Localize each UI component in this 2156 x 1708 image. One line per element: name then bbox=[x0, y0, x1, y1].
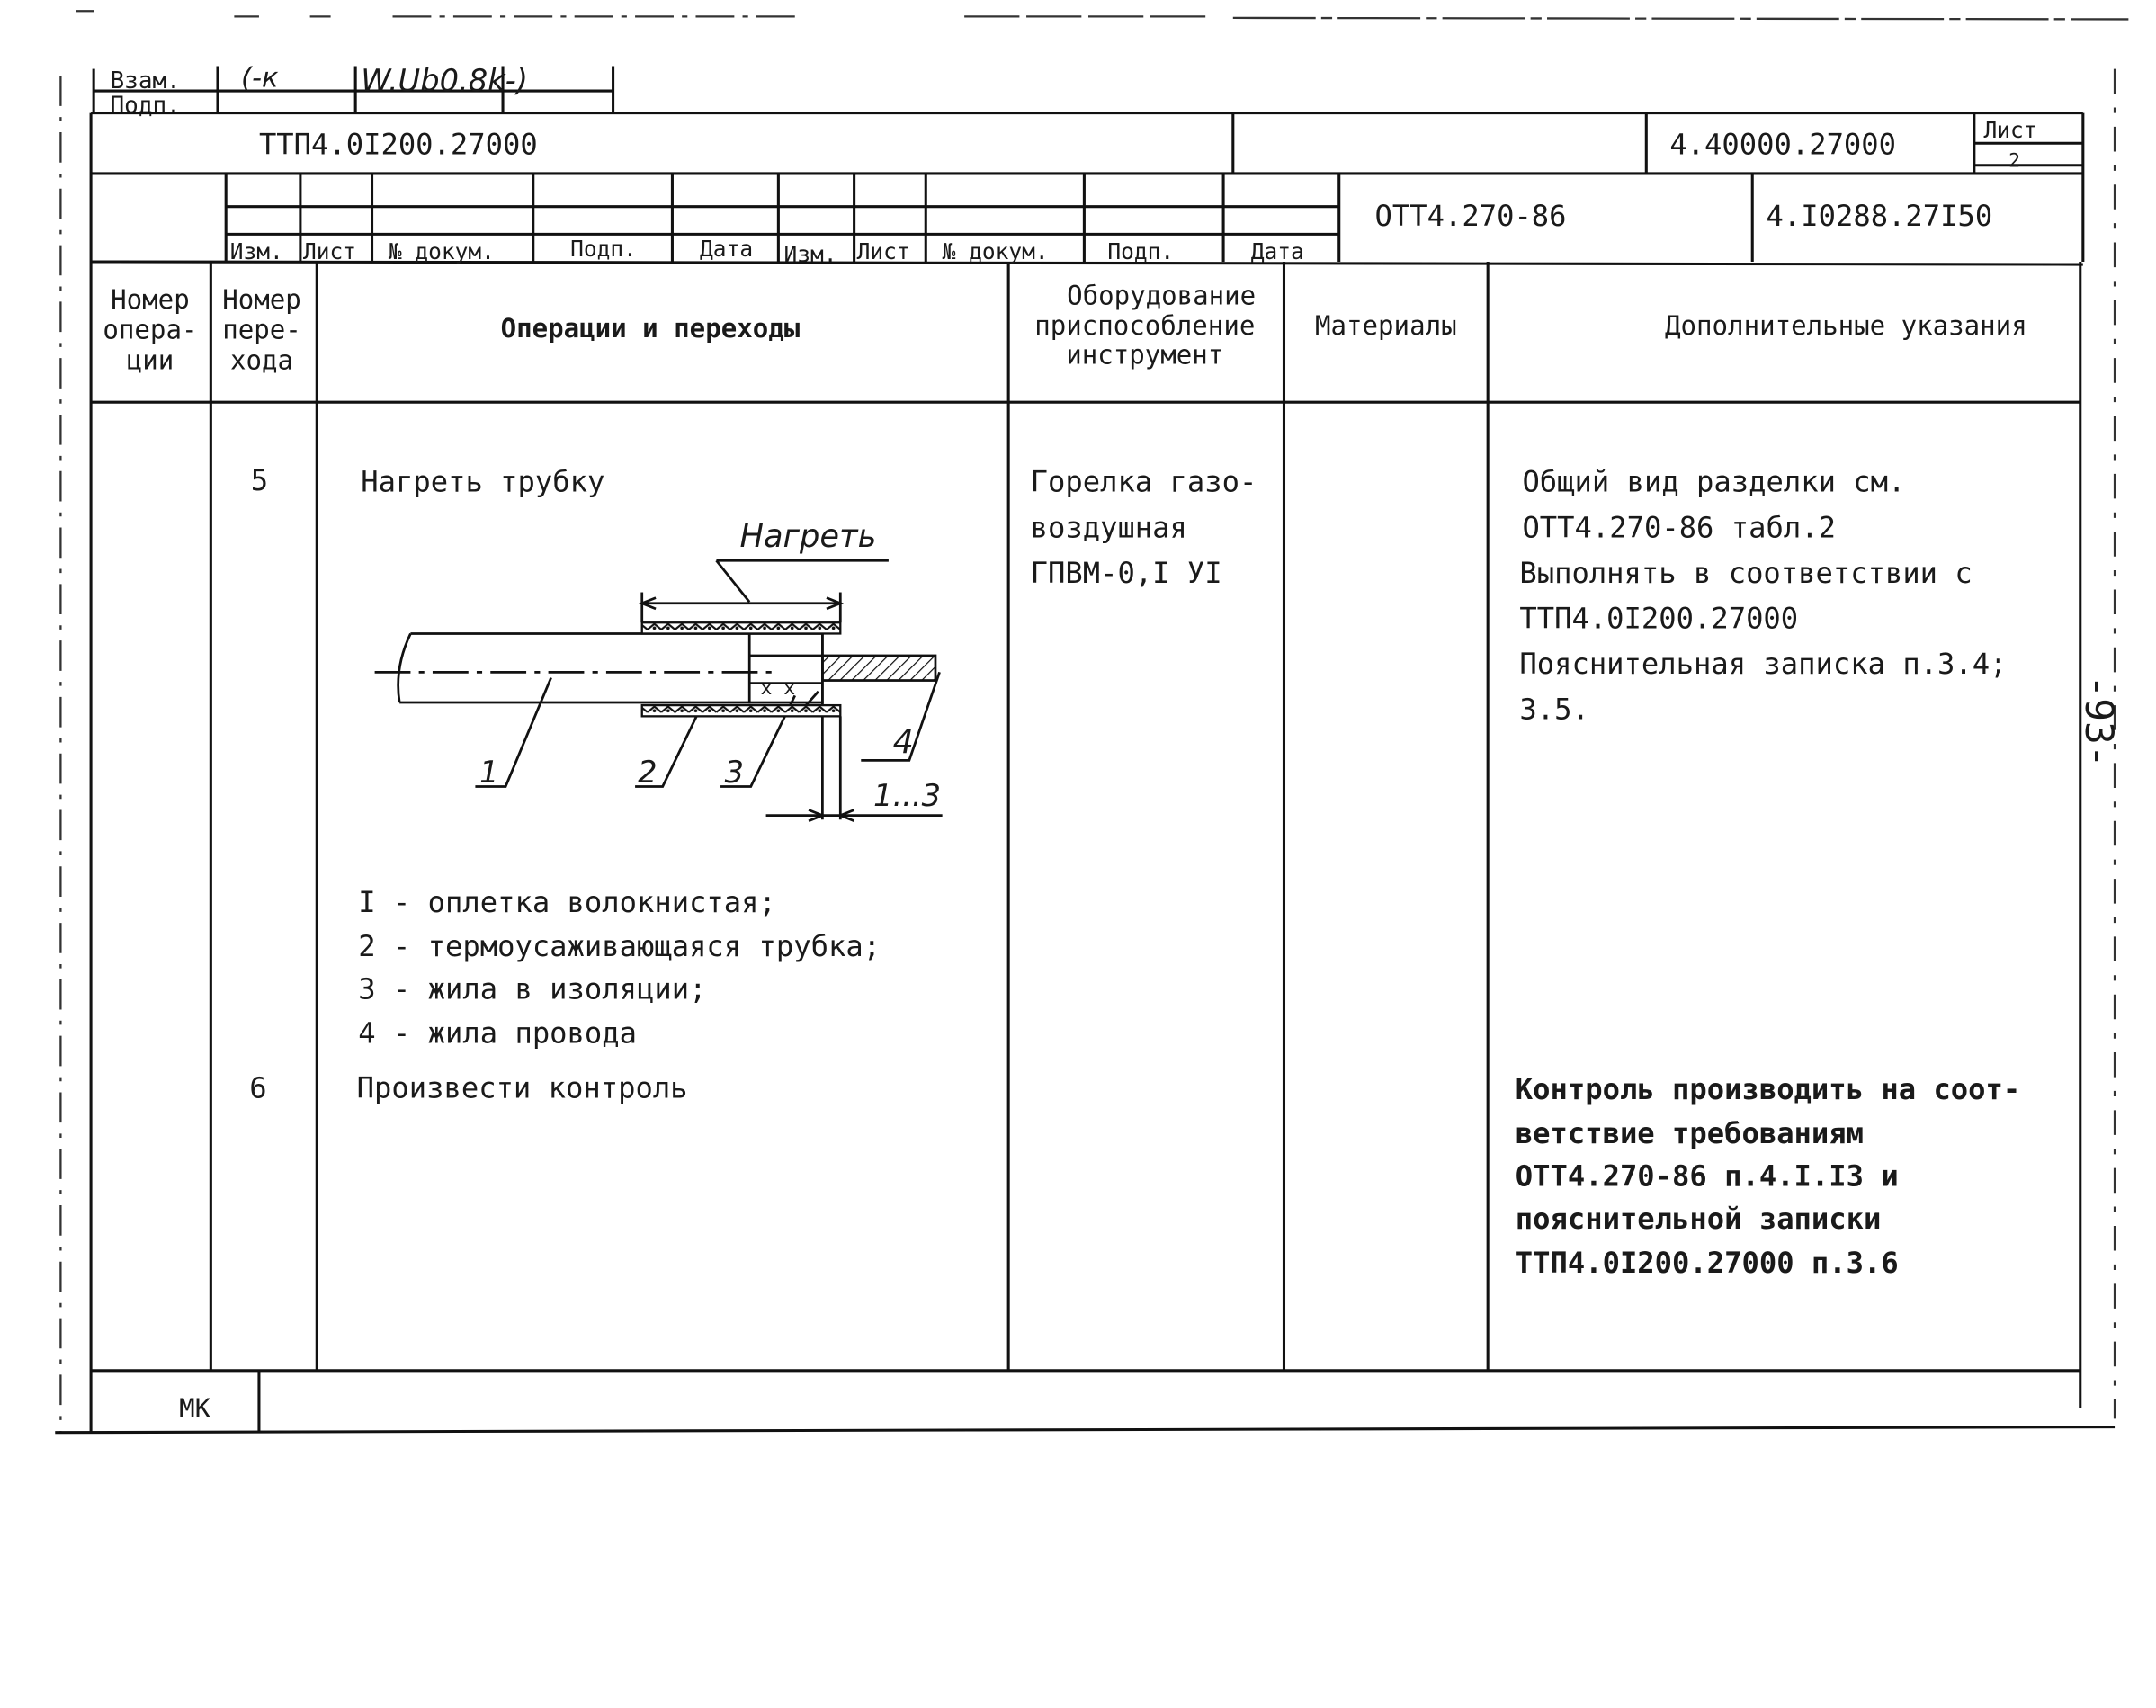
header-op-number-1: Номер bbox=[111, 284, 190, 316]
legend-item-3: 3 - жила в изоляции; bbox=[358, 971, 707, 1006]
header-op-number-3: ции bbox=[126, 344, 174, 376]
step-number: 6 bbox=[249, 1070, 267, 1105]
callout-1: 1 bbox=[479, 754, 499, 790]
ref-ott: ОТТ4.270-86 bbox=[1374, 199, 1567, 234]
callout-3: 3 bbox=[724, 754, 745, 790]
legend-item-1: I - оплетка волокнистая; bbox=[358, 884, 776, 919]
cable-cutting-drawing bbox=[375, 518, 943, 821]
header-equipment-3: инструмент bbox=[1066, 339, 1224, 371]
page-number: -93- bbox=[2075, 675, 2121, 768]
header-notes: Дополнительные указания bbox=[1665, 310, 2027, 342]
heat-label: Нагреть bbox=[739, 517, 877, 555]
rev-list-2: Лист bbox=[856, 237, 910, 264]
header-materials: Материалы bbox=[1315, 310, 1457, 342]
insulation-mark: x x bbox=[760, 676, 796, 700]
table-row bbox=[249, 1071, 2020, 1280]
vzam-label: Взам. bbox=[110, 67, 181, 95]
header-step-number-2: пере- bbox=[222, 314, 301, 345]
doc-code-main: ТТП4.0I200.27000 bbox=[258, 127, 538, 162]
rev-podp-1: Подп. bbox=[570, 235, 637, 262]
sheet-number: 2 bbox=[2008, 149, 2021, 173]
callout-4: 4 bbox=[892, 722, 914, 762]
note-line-3: ОТТ4.270-86 п.4.I.I3 и bbox=[1515, 1158, 1899, 1194]
heat-shrink-tube-bottom bbox=[642, 705, 841, 716]
equipment-line-3: ГПВМ-0,I УI bbox=[1030, 555, 1222, 590]
note-line-5: ТТП4.0I200.27000 п.3.6 bbox=[1515, 1246, 1899, 1281]
operation-text: Произвести контроль bbox=[356, 1070, 688, 1105]
note-line-2: ОТТ4.270-86 табл.2 bbox=[1522, 510, 1836, 545]
rev-izm-1: Изм. bbox=[229, 237, 283, 264]
table-row bbox=[251, 463, 2008, 726]
handwritten-mark-2: W.Ub0.8k-) bbox=[361, 63, 529, 99]
note-line-5: Пояснительная записка п.3.4; bbox=[1519, 646, 2008, 681]
note-line-2: ветствие требованиям bbox=[1515, 1116, 1865, 1151]
handwritten-mark-1: (-к bbox=[241, 62, 279, 94]
drawing-legend bbox=[358, 885, 881, 1050]
header-operations: Операции и переходы bbox=[500, 313, 801, 344]
note-line-4: пояснительной записки bbox=[1515, 1202, 1882, 1237]
ref-code: 4.I0288.27I50 bbox=[1766, 199, 1993, 234]
rev-dokum-1: № докум. bbox=[388, 237, 495, 264]
header-step-number-1: Номер bbox=[222, 284, 301, 316]
form-label: МК bbox=[179, 1392, 211, 1424]
doc-code-right: 4.40000.27000 bbox=[1669, 127, 1897, 162]
note-line-6: 3.5. bbox=[1519, 692, 1589, 727]
operation-text: Нагреть трубку bbox=[361, 464, 605, 499]
rev-podp-2: Подп. bbox=[1107, 237, 1175, 264]
rev-dokum-2: № докум. bbox=[942, 237, 1049, 264]
note-line-1: Общий вид разделки см. bbox=[1522, 464, 1906, 499]
rev-list-1: Лист bbox=[302, 237, 356, 264]
rev-data-2: Дата bbox=[1250, 237, 1304, 264]
header-equipment-2: приспособление bbox=[1034, 310, 1256, 342]
note-line-4: ТТП4.0I200.27000 bbox=[1519, 601, 1799, 636]
note-line-3: Выполнять в соответствии с bbox=[1519, 555, 1973, 590]
conductor-hatched bbox=[822, 656, 935, 681]
table-header bbox=[103, 280, 2026, 375]
legend-item-4: 4 - жила провода bbox=[358, 1015, 638, 1051]
approval-block bbox=[94, 62, 613, 119]
podp-label: Подп. bbox=[110, 92, 181, 120]
dimension-label: 1...3 bbox=[873, 777, 942, 813]
header-op-number-2: опера- bbox=[103, 314, 198, 345]
rev-izm-2: Изм. bbox=[783, 240, 837, 267]
sheet-label: Лист bbox=[1983, 117, 2037, 144]
heat-shrink-tube-top bbox=[642, 622, 841, 633]
equipment-line-2: воздушная bbox=[1030, 510, 1187, 545]
header-step-number-3: хода bbox=[229, 344, 294, 376]
header-equipment-1: Оборудование bbox=[1067, 280, 1257, 311]
equipment-line-1: Горелка газо- bbox=[1030, 464, 1257, 499]
step-number: 5 bbox=[250, 463, 269, 498]
rev-data-1: Дата bbox=[700, 235, 754, 262]
legend-item-2: 2 - термоусаживающаяся трубка; bbox=[358, 928, 881, 963]
callout-2: 2 bbox=[638, 754, 658, 790]
note-line-1: Контроль производить на соот- bbox=[1515, 1072, 2021, 1107]
